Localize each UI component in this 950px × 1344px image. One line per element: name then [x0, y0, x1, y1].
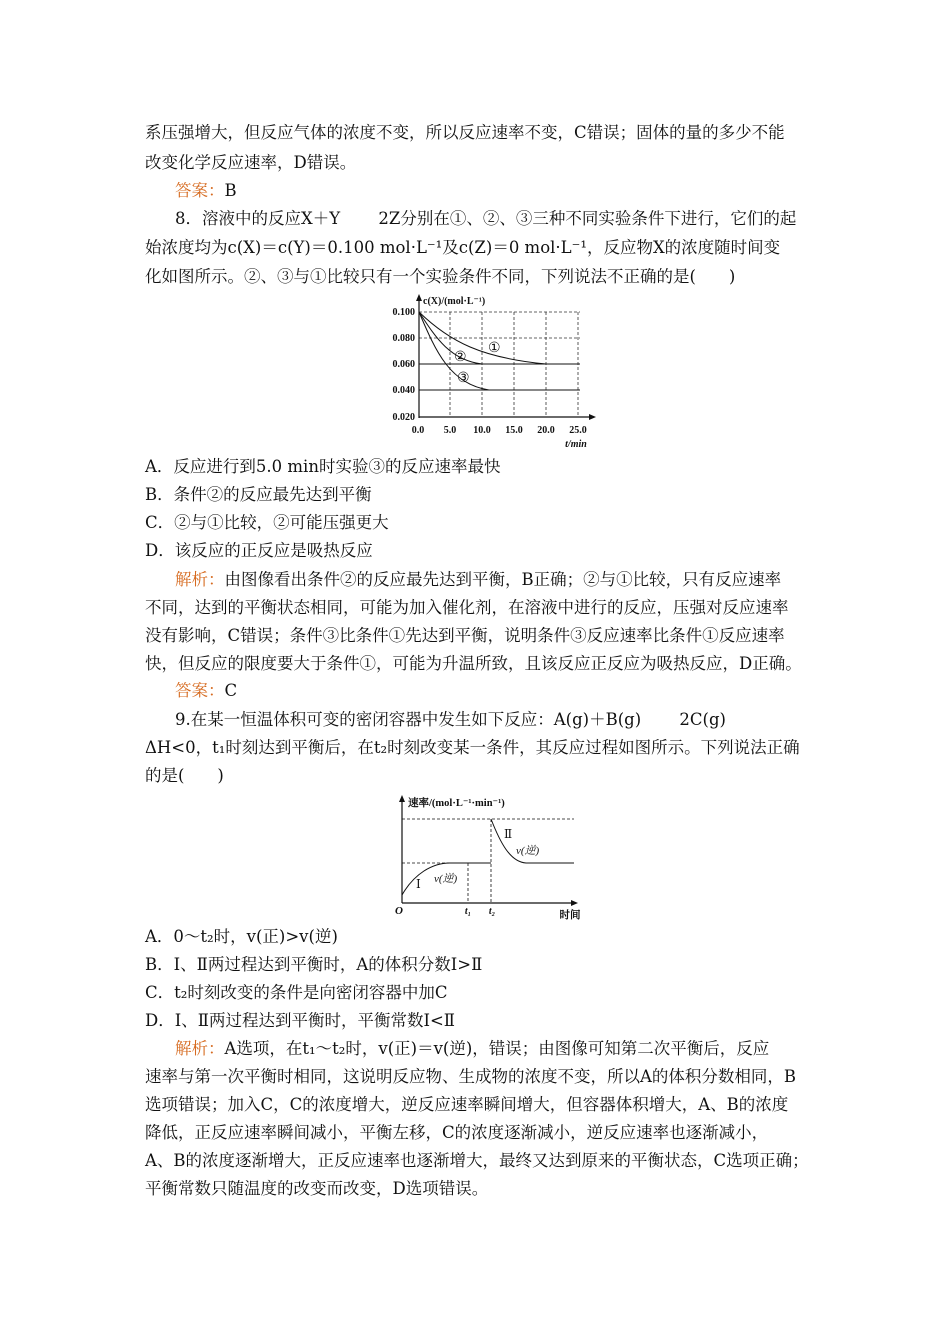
- x-tick-label: 25.0: [569, 425, 587, 436]
- analysis-line: 降低，正反应速率瞬间减小，平衡左移，C的浓度逐渐减小，逆反应速率也逐渐减小，: [145, 1123, 769, 1142]
- analysis-line: 快，但反应的限度要大于条件①，可能为升温所致，且该反应正反应为吸热反应，D正确。: [145, 654, 802, 673]
- process-2-label: Ⅱ: [504, 827, 513, 841]
- question-9-line: 的是( ): [145, 766, 224, 785]
- v-reverse-label-1: v(逆): [434, 873, 458, 885]
- curve-label-2: ②: [454, 350, 467, 365]
- x-axis-label: t/min: [565, 439, 587, 450]
- option-line: A．0～t₂时，v(正)>v(逆): [145, 927, 338, 946]
- x-axis-arrow: [589, 414, 596, 420]
- question-8-line: 化如图所示。②、③与①比较只有一个实验条件不同，下列说法不正确的是( ): [145, 267, 736, 286]
- curve-label-3: ③: [457, 371, 470, 386]
- x-tick-label: 20.0: [537, 425, 555, 436]
- answer-value: C: [224, 681, 238, 700]
- option-line: B．Ⅰ、Ⅱ两过程达到平衡时，A的体积分数Ⅰ>Ⅱ: [145, 955, 483, 974]
- x-tick-label: 10.0: [473, 425, 491, 436]
- analysis-line: [175, 569, 781, 591]
- answer-label: 答案：: [175, 681, 225, 700]
- text-line: 改变化学反应速率，D错误。: [145, 153, 357, 172]
- analysis-line: A、B的浓度逐渐增大，正反应速率也逐渐增大，最终又达到原来的平衡状态，C选项正确；: [145, 1151, 809, 1170]
- x-tick-label: 15.0: [505, 425, 523, 436]
- curve-label-1: ①: [488, 341, 501, 356]
- y-tick-label: 0.060: [392, 359, 415, 370]
- question-8-line: 始浓度均为c(X)＝c(Y)＝0.100 mol·L⁻¹及c(Z)＝0 mol·L⁻¹，反应物X的浓度随时间变: [145, 238, 781, 257]
- option-line: C．t₂时刻改变的条件是向密闭容器中加C: [145, 983, 448, 1002]
- option-line: B．条件②的反应最先达到平衡: [145, 485, 372, 504]
- x-tick-label: 0.0: [411, 425, 425, 436]
- option-line: A．反应进行到5.0 min时实验③的反应速率最快: [145, 457, 501, 476]
- t2-label: t₂: [488, 906, 496, 917]
- answer-value: B: [224, 181, 237, 200]
- y-tick-label: 0.020: [392, 412, 415, 423]
- x-tick-label: 5.0: [443, 425, 457, 436]
- concentration-time-chart: [380, 290, 600, 452]
- option-line: D．Ⅰ、Ⅱ两过程达到平衡时，平衡常数Ⅰ<Ⅱ: [145, 1011, 456, 1030]
- answer-label: 答案：: [175, 181, 225, 200]
- answer-line: [175, 180, 237, 202]
- x-axis-label: 时间: [559, 910, 581, 921]
- y-tick-label: 0.040: [392, 385, 415, 396]
- y-axis-arrow: [399, 795, 405, 802]
- question-9-line: ΔH<0，t₁时刻达到平衡后，在t₂时刻改变某一条件，其反应过程如图所示。下列说法正确: [145, 738, 800, 757]
- question-9-line: 9.在某一恒温体积可变的密闭容器中发生如下反应：A(g)＋B(g) 2C(g): [175, 710, 726, 729]
- answer-line: [175, 680, 237, 702]
- process-1-label: Ⅰ: [416, 877, 421, 891]
- analysis-line: [175, 1038, 769, 1060]
- text-line: 系压强增大，但反应气体的浓度不变，所以反应速率不变，C错误；固体的量的多少不能: [145, 123, 785, 142]
- analysis-line: 不同，达到的平衡状态相同，可能为加入催化剂，在溶液中进行的反应，压强对反应速率: [145, 598, 789, 617]
- analysis-text: 由图像看出条件②的反应最先达到平衡，B正确；②与①比较，只有反应速率: [224, 570, 782, 589]
- x-axis-arrow: [571, 900, 578, 906]
- origin-label: O: [395, 905, 403, 917]
- y-axis-arrow: [416, 294, 422, 301]
- question-8-line: 8．溶液中的反应X＋Y 2Z分别在①、②、③三种不同实验条件下进行，它们的起: [175, 209, 797, 228]
- analysis-line: 没有影响，C错误；条件③比条件①先达到平衡，说明条件③反应速率比条件①反应速率: [145, 626, 785, 645]
- analysis-line: 平衡常数只随温度的改变而改变，D选项错误。: [145, 1179, 489, 1198]
- t1-label: t₁: [464, 906, 472, 917]
- analysis-label: 解析：: [175, 570, 225, 589]
- v-reverse-label-2: v(逆): [516, 845, 540, 857]
- analysis-line: 选项错误；加入C，C的浓度增大，逆反应速率瞬间增大，但容器体积增大，A、B的浓度: [145, 1095, 789, 1114]
- y-tick-label: 0.100: [392, 307, 415, 318]
- analysis-label: 解析：: [175, 1039, 225, 1058]
- option-line: D．该反应的正反应是吸热反应: [145, 541, 373, 560]
- y-axis-label: c(X)/(mol·L⁻¹): [423, 296, 486, 307]
- analysis-text: A选项，在t₁～t₂时，v(正)＝v(逆)，错误；由图像可知第二次平衡后，反应: [224, 1039, 770, 1058]
- analysis-line: 速率与第一次平衡时相同，这说明反应物、生成物的浓度不变，所以A的体积分数相同，B: [145, 1067, 797, 1086]
- option-line: C．②与①比较，②可能压强更大: [145, 513, 389, 532]
- rate-time-chart: [388, 790, 598, 922]
- y-axis-label: 速率/(mol·L⁻¹·min⁻¹): [408, 798, 505, 809]
- y-tick-label: 0.080: [392, 333, 415, 344]
